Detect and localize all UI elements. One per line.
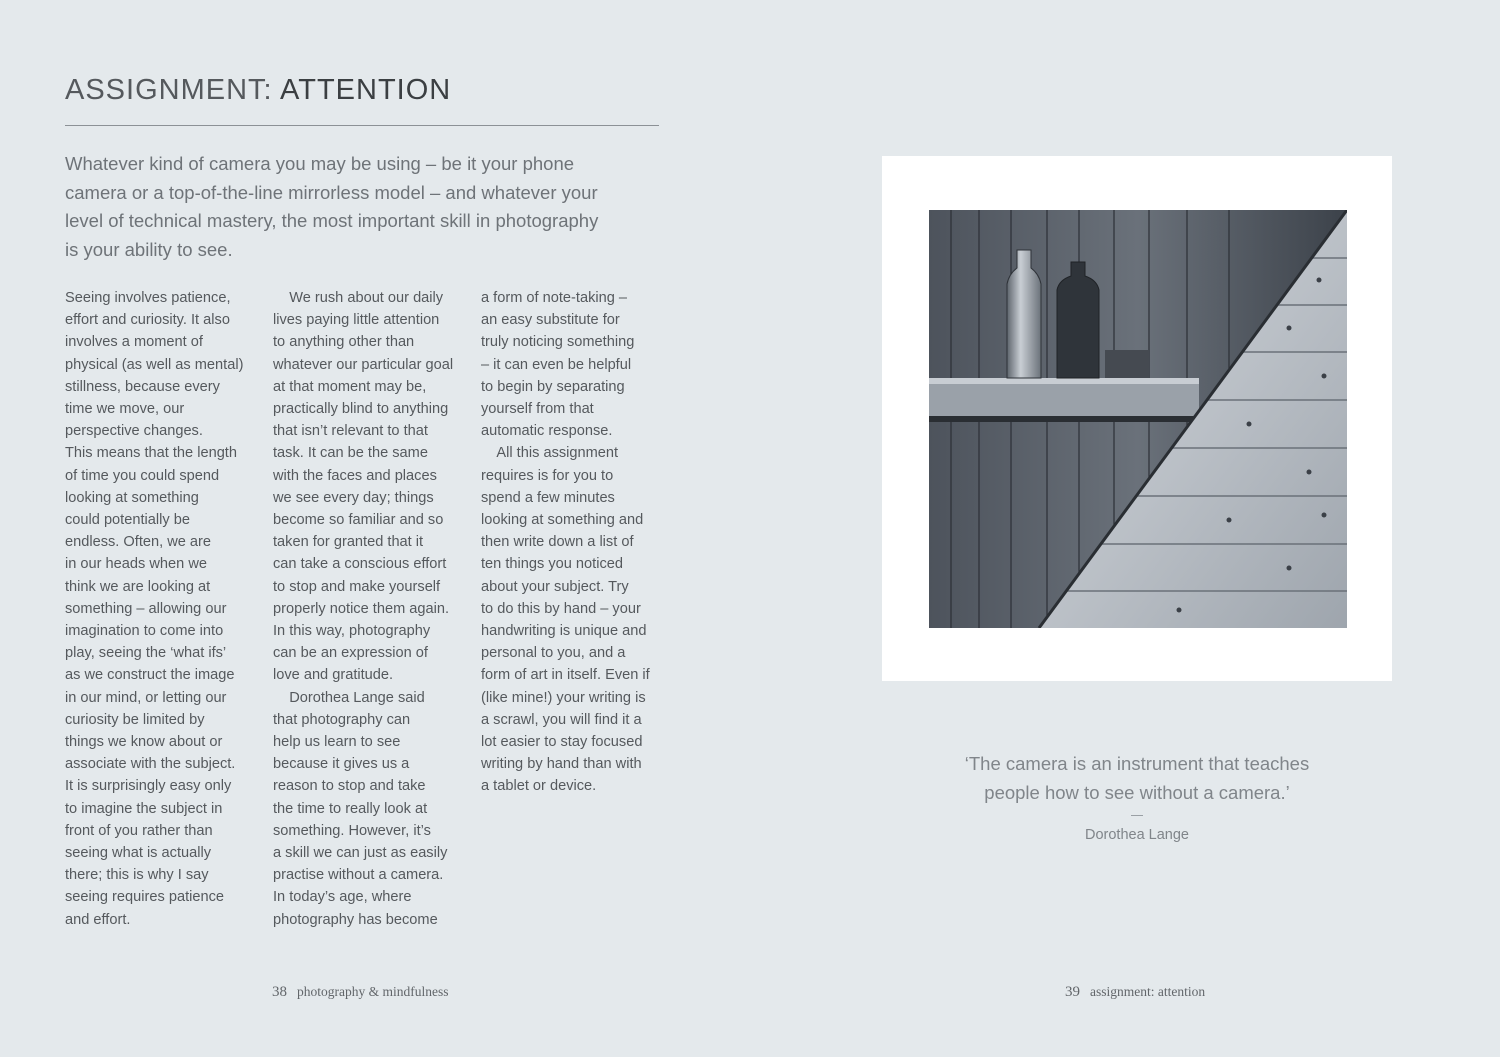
body-line: time we move, our bbox=[65, 401, 185, 418]
body-line: truly noticing something bbox=[481, 334, 635, 351]
body-line: love and gratitude. bbox=[273, 667, 394, 684]
body-line: there; this is why I say bbox=[65, 867, 209, 884]
intro-line: Whatever kind of camera you may be using – be it your phone bbox=[65, 153, 575, 174]
body-line: spend a few minutes bbox=[481, 489, 615, 506]
intro-paragraph bbox=[65, 150, 625, 264]
title-main: ATTENTION bbox=[280, 74, 452, 106]
body-line: curiosity be limited by bbox=[65, 711, 205, 728]
body-line: things we know about or bbox=[65, 734, 223, 751]
page-title bbox=[65, 74, 451, 107]
running-head-left: photography & mindfulness bbox=[297, 984, 449, 999]
body-line: because it gives us a bbox=[273, 756, 410, 773]
body-line: at that moment may be, bbox=[273, 378, 427, 395]
body-line: form of art in itself. Even if bbox=[481, 667, 650, 684]
body-line: become so familiar and so bbox=[273, 512, 444, 529]
body-line: to imagine the subject in bbox=[65, 800, 223, 817]
title-prefix: ASSIGNMENT: bbox=[65, 74, 281, 106]
body-line: Seeing involves patience, bbox=[65, 290, 231, 306]
body-line: to begin by separating bbox=[481, 378, 625, 395]
body-line: perspective changes. bbox=[65, 423, 203, 440]
body-line: yourself from that bbox=[481, 401, 594, 418]
body-line: It is surprisingly easy only bbox=[65, 778, 232, 795]
body-line: in our mind, or letting our bbox=[65, 689, 227, 706]
body-line: that isn’t relevant to that bbox=[273, 423, 428, 440]
body-line: something – allowing our bbox=[65, 600, 227, 617]
body-line: Dorothea Lange said bbox=[273, 689, 425, 706]
bottles-on-shelf-photo bbox=[929, 210, 1347, 628]
body-line: as we construct the image bbox=[65, 667, 235, 684]
body-line: the time to really look at bbox=[273, 800, 428, 817]
body-line: requires is for you to bbox=[481, 467, 614, 484]
body-line: This means that the length bbox=[65, 445, 237, 462]
body-line: something. However, it’s bbox=[273, 822, 431, 839]
body-line: with the faces and places bbox=[273, 467, 437, 484]
quote-line: ‘The camera is an instrument that teaches bbox=[964, 753, 1310, 774]
body-line: lives paying little attention bbox=[273, 312, 440, 329]
body-line: seeing what is actually bbox=[65, 845, 212, 862]
body-line: practise without a camera. bbox=[273, 867, 444, 884]
body-line: then write down a list of bbox=[481, 534, 634, 551]
body-line: can be an expression of bbox=[273, 645, 428, 662]
page-number-left: 38 bbox=[272, 984, 287, 1000]
page-number-right: 39 bbox=[1065, 984, 1080, 1000]
body-line: taken for granted that it bbox=[273, 534, 424, 551]
title-rule bbox=[65, 125, 659, 126]
body-line: imagination to come into bbox=[65, 623, 224, 640]
body-line: in our heads when we bbox=[65, 556, 207, 573]
body-line: – it can even be helpful bbox=[481, 356, 632, 373]
body-line: that photography can bbox=[273, 711, 411, 728]
body-line: (like mine!) your writing is bbox=[481, 689, 646, 706]
body-line: lot easier to stay focused bbox=[481, 734, 643, 751]
body-line: to anything other than bbox=[273, 334, 415, 351]
body-line: and effort. bbox=[65, 911, 131, 928]
body-line: effort and curiosity. It also bbox=[65, 312, 230, 329]
body-line: could potentially be bbox=[65, 512, 190, 529]
intro-line: is your ability to see. bbox=[65, 238, 233, 260]
photo-mat bbox=[882, 156, 1392, 681]
body-line: we see every day; things bbox=[273, 489, 434, 506]
body-column-1 bbox=[65, 287, 243, 931]
body-line: We rush about our daily bbox=[273, 290, 444, 306]
body-line: to do this by hand – your bbox=[481, 600, 641, 617]
folio-left bbox=[272, 983, 449, 1001]
body-line: looking at something and bbox=[481, 512, 644, 529]
body-line: personal to you, and a bbox=[481, 645, 626, 662]
body-line: task. It can be the same bbox=[273, 445, 428, 462]
body-line: help us learn to see bbox=[273, 734, 401, 751]
body-line: In this way, photography bbox=[273, 623, 431, 640]
body-line: whatever our particular goal bbox=[273, 356, 454, 373]
body-line: associate with the subject. bbox=[65, 756, 236, 773]
quote-line: people how to see without a camera.’ bbox=[984, 782, 1290, 803]
body-line: a skill we can just as easily bbox=[273, 845, 448, 862]
pull-quote bbox=[882, 749, 1392, 807]
body-line: a tablet or device. bbox=[481, 778, 597, 795]
body-line: play, seeing the ‘what ifs’ bbox=[65, 645, 227, 662]
body-line: looking at something bbox=[65, 489, 199, 506]
body-line: handwriting is unique and bbox=[481, 623, 647, 640]
body-line: physical (as well as mental) bbox=[65, 356, 244, 373]
body-line: can take a conscious effort bbox=[273, 556, 447, 573]
body-line: of time you could spend bbox=[65, 467, 220, 484]
body-line: front of you rather than bbox=[65, 822, 213, 839]
body-line: a scrawl, you will find it a bbox=[481, 711, 642, 728]
body-column-2 bbox=[273, 287, 453, 931]
body-line: seeing requires patience bbox=[65, 889, 225, 906]
body-line: In today’s age, where bbox=[273, 889, 412, 906]
folio-right bbox=[1065, 983, 1205, 1001]
quote-dash bbox=[1131, 815, 1143, 816]
body-line: automatic response. bbox=[481, 423, 613, 440]
running-head-right: assignment: attention bbox=[1090, 984, 1206, 999]
body-line: ten things you noticed bbox=[481, 556, 623, 573]
body-line: reason to stop and take bbox=[273, 778, 426, 795]
body-line: think we are looking at bbox=[65, 578, 211, 595]
body-line: writing by hand than with bbox=[481, 756, 642, 773]
body-column-3 bbox=[481, 287, 650, 798]
body-line: All this assignment bbox=[481, 445, 619, 462]
body-line: practically blind to anything bbox=[273, 401, 449, 418]
body-line: about your subject. Try bbox=[481, 578, 629, 595]
intro-line: level of technical mastery, the most important skill in photography bbox=[65, 210, 599, 231]
quote-author: Dorothea Lange bbox=[1085, 827, 1189, 843]
body-line: a form of note-taking – bbox=[481, 290, 628, 306]
body-line: an easy substitute for bbox=[481, 312, 620, 329]
intro-line: camera or a top-of-the-line mirrorless model – and whatever your bbox=[65, 181, 598, 203]
body-line: stillness, because every bbox=[65, 378, 220, 395]
body-line: photography has become bbox=[273, 911, 438, 928]
body-line: endless. Often, we are bbox=[65, 534, 212, 551]
body-line: properly notice them again. bbox=[273, 600, 450, 617]
body-line: involves a moment of bbox=[65, 334, 203, 351]
body-line: to stop and make yourself bbox=[273, 578, 441, 595]
